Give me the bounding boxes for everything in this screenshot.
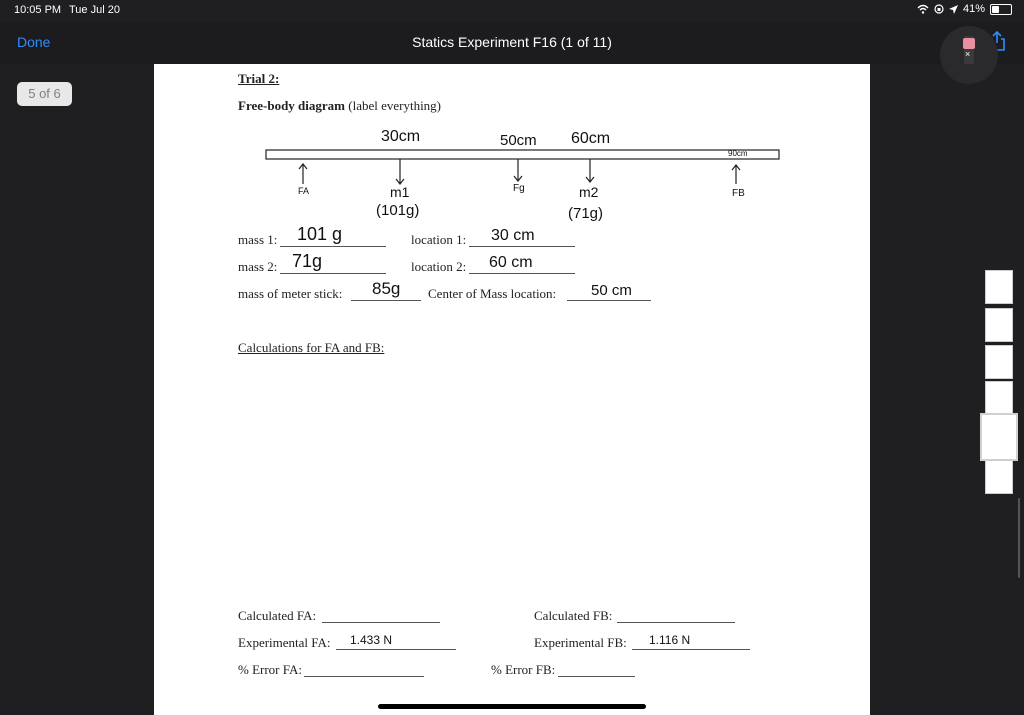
label-m2: m2 [579,184,599,200]
home-indicator[interactable] [378,704,646,709]
battery-icon [990,4,1012,15]
label-60cm: 60cm [571,130,611,147]
calc-heading: Calculations for FA and FB: [238,340,385,355]
fbd-bold: Free-body diagram [238,98,345,113]
location-icon [949,5,958,14]
status-right [917,3,1012,15]
thumbnail-page[interactable] [985,345,1013,379]
mass2-label: mass 2: [238,259,278,274]
label-fg: Fg [513,183,525,194]
mass2-value: 71g [292,251,323,271]
location1-line [469,246,575,247]
err-fb-label: % Error FB: [491,662,556,677]
close-icon[interactable]: × [965,49,971,59]
location2-label: location 2: [411,259,467,274]
stick-mass-line [351,300,421,301]
free-body-diagram [154,64,870,234]
trial-heading: Trial 2: [238,71,280,86]
battery-fill [992,6,999,13]
document-title: Statics Experiment F16 (1 of 11) [412,34,612,50]
label-90cm: 90cm [728,149,748,158]
label-30cm: 30cm [381,128,421,145]
exp-fb-value: 1.116 N [649,633,691,647]
com-value: 50 cm [591,282,632,299]
exp-fb-label: Experimental FB: [534,635,627,650]
label-50cm: 50cm [500,132,537,149]
err-fa-label: % Error FA: [238,662,303,677]
com-label: Center of Mass location: [428,286,557,301]
location1-value: 30 cm [491,227,535,244]
location2-value: 60 cm [489,254,533,271]
status-bar [0,0,1024,22]
err-fa-line [304,676,424,677]
calc-fb-label: Calculated FB: [534,608,613,623]
status-date: Tue Jul 20 [69,4,120,16]
mass1-line [280,246,386,247]
document-page [154,64,870,715]
label-m2-value: (71g) [568,205,604,222]
eraser-icon [963,38,975,49]
status-time: 10:05 PM [14,4,62,16]
exp-fa-value: 1.433 N [350,633,393,647]
meter-stick [266,150,779,159]
thumbnail-page-current[interactable] [980,413,1018,461]
location2-line [469,273,575,274]
nav-bar [0,22,1024,64]
calc-fb-line [617,622,735,623]
calc-fa-label: Calculated FA: [238,608,317,623]
page-indicator: 5 of 6 [17,82,72,106]
done-button[interactable]: Done [17,34,51,50]
stick-mass-label: mass of meter stick: [238,286,343,301]
location1-label: location 1: [411,232,467,247]
thumbnail-page[interactable] [985,308,1013,342]
com-line [567,300,651,301]
label-fb: FB [732,188,745,199]
thumbnail-page[interactable] [985,460,1013,494]
fbd-note: (label everything) [348,98,442,113]
mass2-line [280,273,386,274]
err-fb-line [558,676,635,677]
label-m1: m1 [390,184,410,200]
markup-pencil-button[interactable] [940,26,998,84]
exp-fa-line [336,649,456,650]
wifi-icon [917,4,929,14]
scrollbar[interactable] [1018,498,1020,578]
thumbnail-page[interactable] [985,270,1013,304]
exp-fb-line [632,649,750,650]
stick-mass-value: 85g [372,279,401,298]
exp-fa-label: Experimental FA: [238,635,331,650]
calc-fa-line [322,622,440,623]
thumbnail-page[interactable] [985,381,1013,415]
label-fa: FA [298,186,310,196]
label-m1-value: (101g) [376,202,420,219]
battery-percent: 41% [962,3,985,15]
orientation-lock-icon [934,4,944,14]
mass1-label: mass 1: [238,232,278,247]
mass1-value: 101 g [297,224,343,244]
